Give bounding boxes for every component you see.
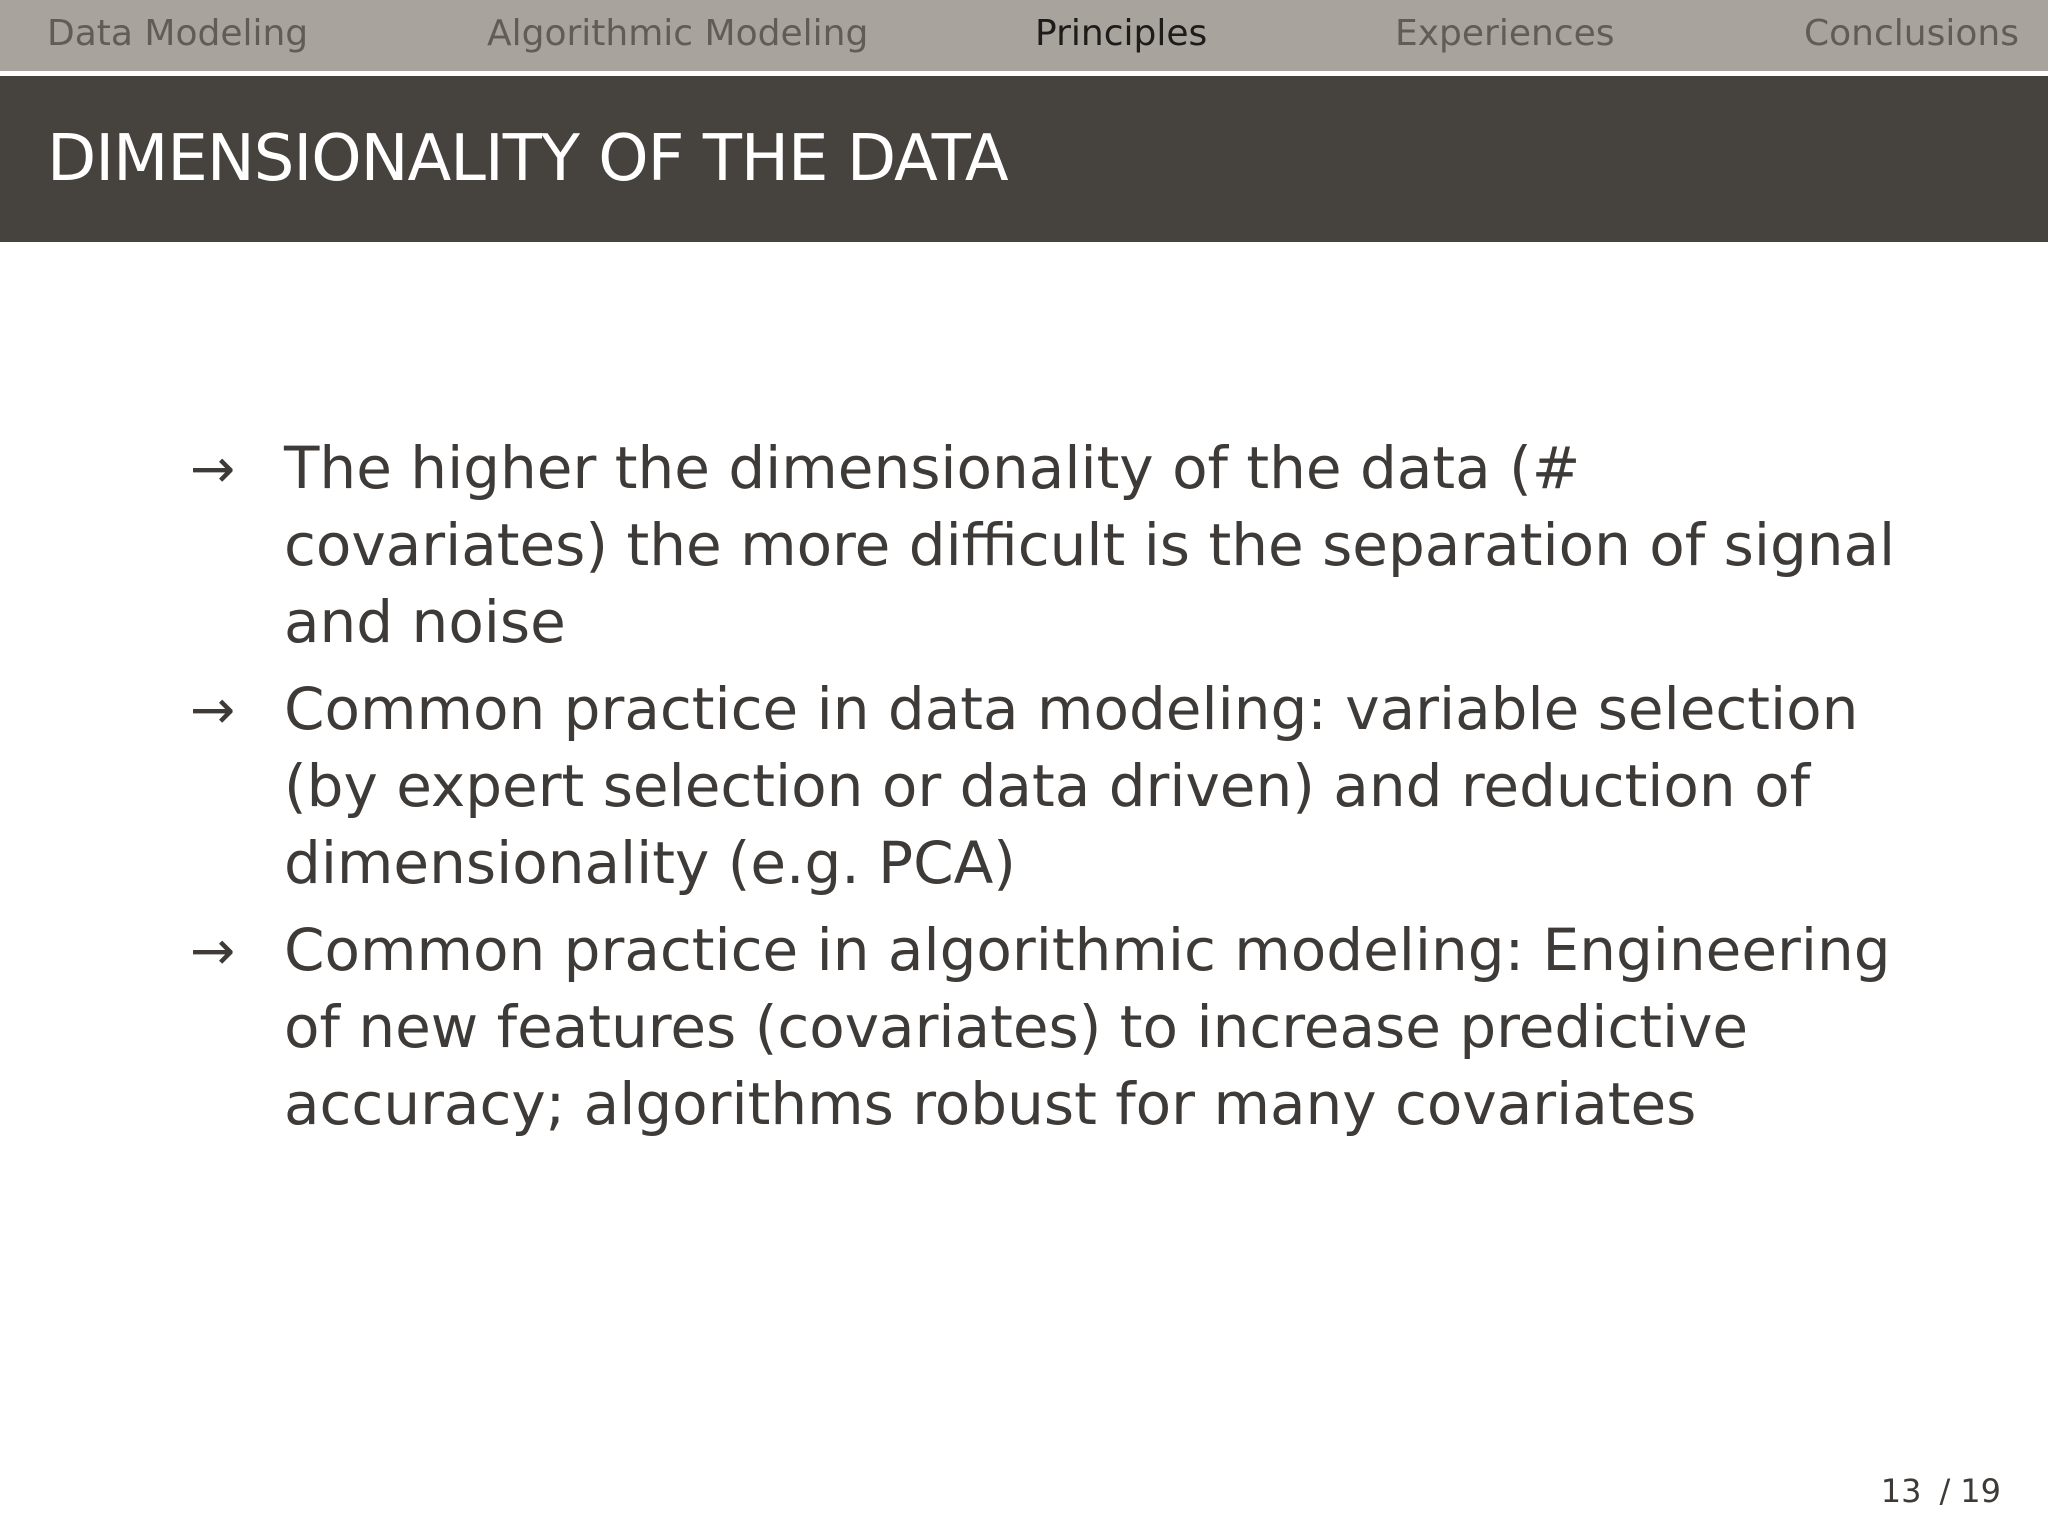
section-navigation — [0, 0, 2048, 71]
page-separator: / — [1939, 1472, 1951, 1510]
bullet-list — [190, 430, 1910, 1153]
bullet-item — [190, 912, 1910, 1143]
arrow-right-icon: → — [190, 919, 236, 982]
nav-item-conclusions[interactable]: Conclusions — [1804, 13, 2019, 54]
nav-item-algorithmic-modeling[interactable]: Algorithmic Modeling — [487, 13, 869, 54]
nav-item-experiences[interactable]: Experiences — [1395, 13, 1615, 54]
bullet-text: Common practice in data modeling: variable selection (by expert selection or data driven) and reduction of dimensionality (e.g. PCA) — [284, 675, 1859, 897]
arrow-right-icon: → — [190, 437, 236, 500]
bullet-item — [190, 671, 1910, 902]
current-page: 13 — [1880, 1472, 1922, 1510]
total-pages: 19 — [1960, 1472, 2001, 1510]
nav-item-principles[interactable]: Principles — [1035, 13, 1208, 54]
arrow-right-icon: → — [190, 678, 236, 741]
bullet-text: The higher the dimensionality of the data (# covariates) the more difficult is the separation of signal and noise — [284, 434, 1896, 656]
nav-item-data-modeling[interactable]: Data Modeling — [47, 13, 309, 54]
slide-title: DIMENSIONALITY OF THE DATA — [47, 122, 1008, 196]
page-number — [1881, 1472, 2001, 1510]
bullet-text: Common practice in algorithmic modeling: Engineering of new features (covariates) to increase predictive accuracy; algorithms robust for many covariates — [284, 916, 1891, 1138]
slide-title-bar — [0, 76, 2048, 242]
bullet-item — [190, 430, 1910, 661]
